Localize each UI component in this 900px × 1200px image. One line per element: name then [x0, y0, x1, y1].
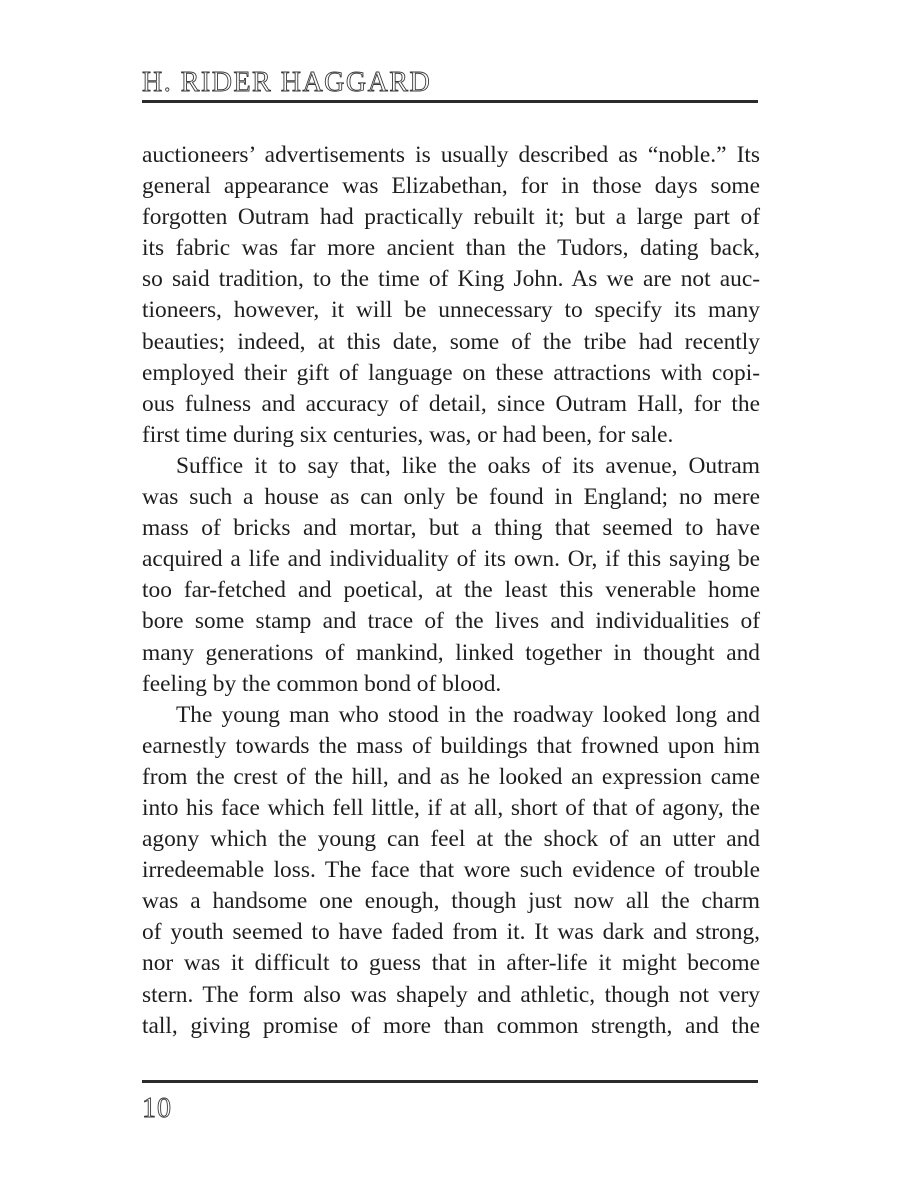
text-line: agony which the young can feel at the shock of an utter and [142, 826, 760, 853]
text-line: mass of bricks and mortar, but a thing that seemed to have [142, 515, 760, 542]
text-line: beauties; indeed, at this date, some of the tribe had recently [142, 328, 760, 355]
paragraph [142, 140, 760, 451]
paragraph [142, 451, 760, 700]
text-line: bore some stamp and trace of the lives and individualities of [142, 608, 760, 635]
text-line: many generations of mankind, linked together in thought and [142, 639, 760, 666]
text-line: of youth seemed to have faded from it. It was dark and strong, [142, 919, 760, 946]
text-line: from the crest of the hill, and as he looked an expression came [142, 763, 760, 790]
text-line: Suffice it to say that, like the oaks of its avenue, Outram [176, 452, 760, 479]
text-line: first time during six centuries, was, or had been, for sale. [142, 421, 674, 448]
text-line: was a handsome one enough, though just now all the charm [142, 888, 760, 915]
text-line: too far-fetched and poetical, at the least this venerable home [142, 577, 760, 604]
text-line: stern. The form also was shapely and athletic, though not very [142, 981, 760, 1008]
body-text [142, 140, 760, 1042]
text-line: feeling by the common bond of blood. [142, 670, 502, 697]
text-line: tioneers, however, it will be unnecessary to specify its many [142, 297, 760, 324]
text-line: into his face which fell little, if at all, short of that of agony, the [142, 794, 760, 821]
text-line: was such a house as can only be found in England; no mere [142, 484, 760, 511]
page-number: 10 [142, 1093, 172, 1124]
text-line: acquired a life and individuality of its own. Or, if this saying be [142, 546, 760, 573]
header-rule [142, 100, 758, 103]
text-line: tall, giving promise of more than common strength, and the [142, 1012, 760, 1039]
text-line: The young man who stood in the roadway looked long and [176, 701, 760, 728]
text-line: earnestly towards the mass of buildings that frowned upon him [142, 732, 760, 759]
text-line: nor was it difficult to guess that in after-life it might become [142, 950, 760, 977]
text-line: ous fulness and accuracy of detail, since Outram Hall, for the [142, 390, 760, 417]
text-line: general appearance was Elizabethan, for in those days some [142, 173, 760, 200]
running-head: H. RIDER HAGGARD [142, 67, 432, 98]
text-line: employed their gift of language on these attractions with copi- [142, 359, 760, 386]
text-line: so said tradition, to the time of King John. As we are not auc- [142, 266, 760, 293]
text-line: forgotten Outram had practically rebuilt it; but a large part of [142, 204, 760, 231]
paragraph [142, 700, 760, 1042]
text-line: auctioneers’ advertisements is usually described as “noble.” Its [142, 142, 760, 168]
text-line: irredeemable loss. The face that wore such evidence of trouble [142, 857, 760, 884]
text-line: its fabric was far more ancient than the Tudors, dating back, [142, 235, 760, 262]
footer-rule [142, 1080, 758, 1083]
